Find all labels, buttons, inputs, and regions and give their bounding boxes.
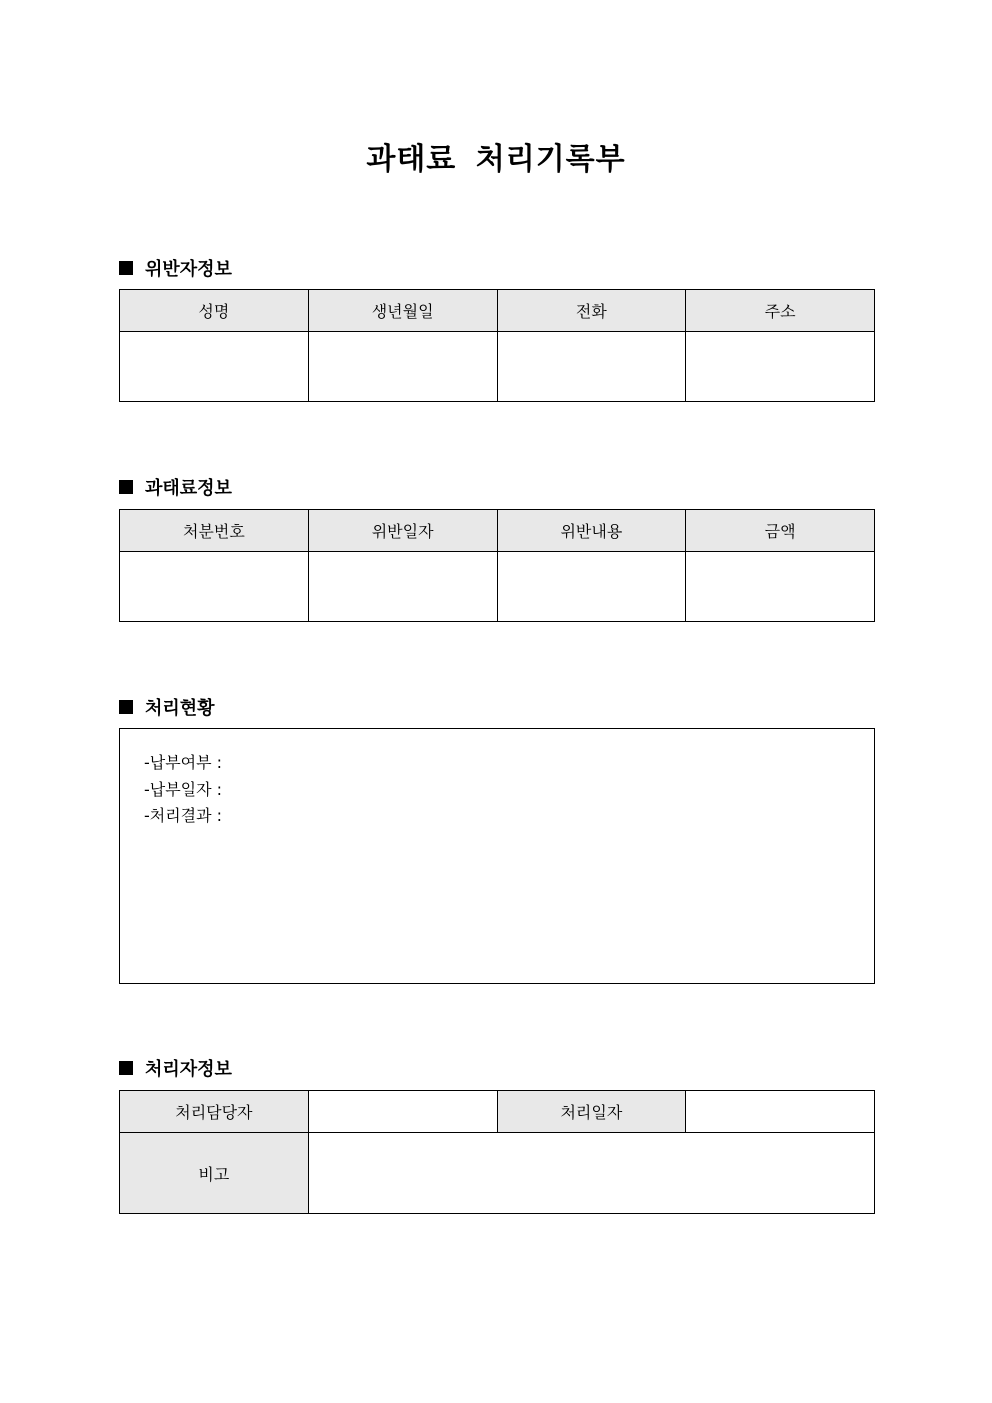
manager-field[interactable] (308, 1091, 497, 1133)
fine-table (119, 509, 875, 622)
birthdate-field[interactable] (308, 332, 497, 402)
violation-date-field[interactable] (308, 552, 497, 622)
table-row (120, 332, 875, 402)
section-heading-fine (119, 474, 232, 500)
status-box[interactable] (119, 728, 875, 984)
section-heading-status (119, 694, 215, 720)
processing-result-line: -처리결과 : (144, 806, 223, 825)
table-row (120, 1133, 875, 1214)
manager-label: 처리담당자 (120, 1091, 309, 1133)
column-header-name: 성명 (120, 290, 309, 332)
square-bullet-icon (119, 1061, 133, 1075)
status-lines (144, 750, 222, 830)
section-title: 과태료정보 (145, 478, 232, 499)
column-header-disposition-number: 처분번호 (120, 510, 309, 552)
disposition-number-field[interactable] (120, 552, 309, 622)
remarks-field[interactable] (308, 1133, 874, 1214)
column-header-birthdate: 생년월일 (308, 290, 497, 332)
phone-field[interactable] (497, 332, 686, 402)
column-header-violation-details: 위반내용 (497, 510, 686, 552)
column-header-amount: 금액 (686, 510, 875, 552)
square-bullet-icon (119, 700, 133, 714)
address-field[interactable] (686, 332, 875, 402)
table-header-row (120, 510, 875, 552)
section-heading-violator (119, 255, 232, 281)
section-title: 위반자정보 (145, 259, 232, 280)
violation-details-field[interactable] (497, 552, 686, 622)
column-header-violation-date: 위반일자 (308, 510, 497, 552)
remarks-label: 비고 (120, 1133, 309, 1214)
section-heading-handler (119, 1055, 232, 1081)
section-title: 처리현황 (145, 698, 215, 719)
page-title: 과태료 처리기록부 (366, 142, 626, 177)
column-header-phone: 전화 (497, 290, 686, 332)
square-bullet-icon (119, 480, 133, 494)
column-header-address: 주소 (686, 290, 875, 332)
processing-date-label: 처리일자 (497, 1091, 686, 1133)
handler-table (119, 1090, 875, 1214)
payment-status-line: -납부여부 : (144, 753, 223, 772)
processing-date-field[interactable] (686, 1091, 875, 1133)
name-field[interactable] (120, 332, 309, 402)
square-bullet-icon (119, 261, 133, 275)
section-title: 처리자정보 (145, 1059, 232, 1080)
violator-table (119, 289, 875, 402)
amount-field[interactable] (686, 552, 875, 622)
payment-date-line: -납부일자 : (144, 779, 223, 799)
table-header-row (120, 290, 875, 332)
table-row (120, 552, 875, 622)
table-row (120, 1091, 875, 1133)
